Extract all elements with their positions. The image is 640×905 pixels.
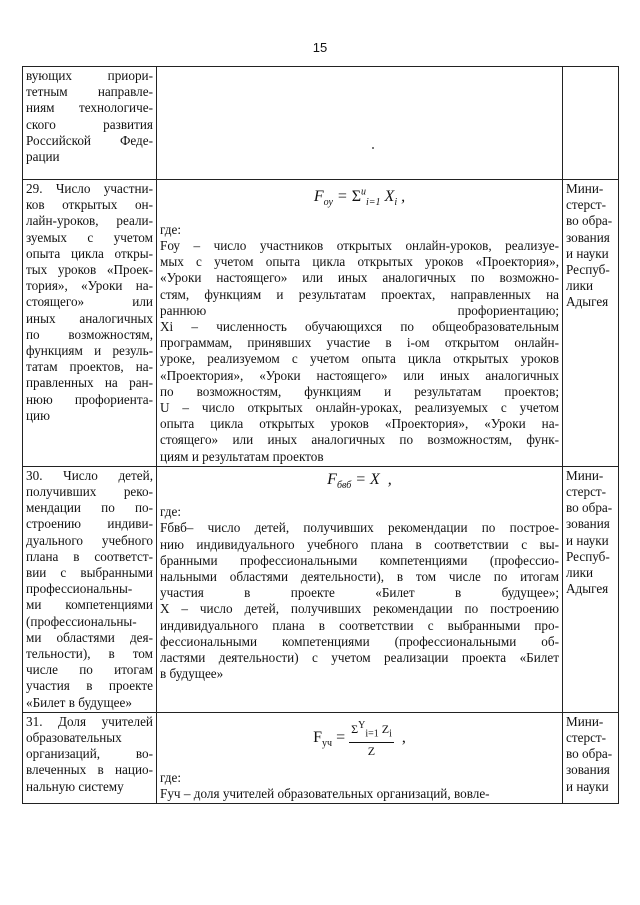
formula-cell <box>157 466 563 712</box>
formula-cell <box>157 180 563 467</box>
text-line: тельности), в том <box>26 646 153 661</box>
indicator-cell <box>23 180 157 467</box>
text-line: тетным направле- <box>26 84 153 100</box>
text-line: во обра- <box>566 746 613 762</box>
text-line: (профессиональны- <box>26 613 137 629</box>
table-row <box>23 67 619 180</box>
text-line: плана в соответст- <box>26 548 153 564</box>
text-line: зования <box>566 229 610 245</box>
text-line: профессиональны- <box>26 581 133 597</box>
text-line: раннюю профориентацию; <box>160 302 559 318</box>
text-line: правленных на ран- <box>26 375 153 391</box>
responsible-cell <box>563 67 619 180</box>
text-line: Fбвб– число детей, получивших рекомендации по построе- <box>160 520 559 536</box>
text-line: циям и результатам проектов <box>160 448 324 464</box>
page-number: 15 <box>312 40 328 55</box>
text-line: стоящего» или иных аналогичных по возможностям, функ- <box>160 432 559 448</box>
text-line: функциям и резуль- <box>26 343 153 359</box>
responsible-cell <box>563 180 619 467</box>
text-line: Адыгея <box>566 294 609 310</box>
text-line: «Билет в будущее» <box>26 694 132 710</box>
text-line: иных аналогичных <box>26 310 153 326</box>
indicator-cell <box>23 712 157 803</box>
text-line: в будущее» <box>160 666 224 682</box>
text-line: и науки <box>566 532 609 548</box>
text-line: участия в проекте <box>26 678 153 694</box>
text-line: по возможностям, <box>26 326 153 342</box>
text-line: мендации по по- <box>26 500 153 516</box>
text-line: ластями деятельности) с учетом реализации проекта «Билет <box>160 649 559 665</box>
text-line: и науки <box>566 245 609 261</box>
text-line: 30. Число детей, <box>26 467 153 483</box>
text-line: цию <box>26 407 50 423</box>
text-line: уроке, реализуемом с учетом опыта цикла открытых уроков <box>160 351 559 367</box>
responsible-cell <box>563 466 619 712</box>
text-line: 31. Доля учителей <box>26 713 153 729</box>
definition-text <box>160 504 559 682</box>
indicator-cell <box>23 466 157 712</box>
text-line: получивших реко- <box>26 483 153 499</box>
formula-cell <box>157 67 563 180</box>
indicator-text <box>26 714 153 795</box>
formula <box>160 718 559 760</box>
definition-text <box>160 770 559 802</box>
responsible-cell <box>563 712 619 803</box>
text-line: организаций, во- <box>26 746 153 762</box>
text-line: во обра- <box>566 213 613 229</box>
text-line: ского развития <box>26 116 153 132</box>
definition-text <box>160 222 559 465</box>
formula <box>160 472 559 494</box>
table-row <box>23 466 619 712</box>
text-line: где: <box>160 769 181 785</box>
text-line: нию индивидуального учебного плана в соответствии с вы- <box>160 536 559 552</box>
responsible-text <box>566 468 615 598</box>
text-line: нальными областями деятельности), в том числе по итогам <box>160 568 559 584</box>
text-line: где: <box>160 221 181 237</box>
text-line: вии с выбранными <box>26 564 153 580</box>
text-line: и науки <box>566 778 609 794</box>
formula-text: $F_{оу} = \Sigma^u_{i=1}$ $X_i$ , <box>313 187 406 209</box>
text-line: ниям технологиче- <box>26 100 153 116</box>
text-line: ми компетенциями <box>26 597 153 613</box>
text-line: «Уроки настоящего» или иных аналогичных по возможно- <box>160 270 559 286</box>
text-line: опыта цикла открытых уроков «Проектория», «Уроки на- <box>160 416 559 432</box>
text-line: Fуч – доля учителей образовательных организаций, вовле- <box>160 785 490 801</box>
text-line: ков открытых он- <box>26 197 153 213</box>
text-line: зования <box>566 516 610 532</box>
text-line: вующих приори- <box>26 68 153 83</box>
text-line: числе по итогам <box>26 662 153 678</box>
text-line: тых уроков «Проек- <box>26 262 153 278</box>
text-line: нальную систему <box>26 778 124 794</box>
table-row <box>23 180 619 467</box>
text-line: по возможностям, функциям и результатам проектов; <box>160 383 559 399</box>
text-line: стерст- <box>566 730 607 746</box>
text-line: ми областями дея- <box>26 629 153 645</box>
text-line: фессиональными компетенциями (профессиональными об- <box>160 633 559 649</box>
text-line: зуемых с учетом <box>26 229 153 245</box>
text-line: лайн-уроков, реали- <box>26 213 153 229</box>
text-line: образовательных <box>26 730 122 746</box>
formula <box>160 185 559 212</box>
text-line: Fоу – число участников открытых онлайн-уроков, реализуе- <box>160 237 559 253</box>
text-line: Адыгея <box>566 581 609 597</box>
text-line: «Проектория», «Уроки настоящего» или иных аналогичных <box>160 367 559 383</box>
formula-text: $F_{бвб} = X$ , <box>327 470 392 491</box>
text-line: Респуб- <box>566 548 610 564</box>
text-line: Мини- <box>566 467 604 483</box>
text-line: индивидуального плана в соответствии с выбранными про- <box>160 617 559 633</box>
text-line: Мини- <box>566 713 604 729</box>
text-line: во обра- <box>566 500 613 516</box>
text-line: 29. Число участни- <box>26 181 153 196</box>
text-line: стерст- <box>566 197 607 213</box>
indicator-table <box>22 66 619 804</box>
text-line: лики <box>566 278 594 294</box>
text-line: бранными профессиональными компетенциями (профессио- <box>160 552 559 568</box>
indicator-cell <box>23 67 157 180</box>
text-line: строению индиви- <box>26 516 153 532</box>
text-line: U – число открытых онлайн-уроках, реализуемых с учетом <box>160 399 559 415</box>
text-line: нюю профориента- <box>26 391 153 407</box>
text-line: программам, принявших участие в i-ом открытом онлайн- <box>160 335 559 351</box>
responsible-text <box>566 181 615 311</box>
text-line: мых с учетом опыта цикла открытых уроков «Проектория», <box>160 254 559 270</box>
indicator-text <box>26 468 153 711</box>
formula-cell <box>157 712 563 803</box>
text-line: лики <box>566 564 594 580</box>
formula-text: $F_{уч}$ = $\frac{\Sigma^Y_{i=1} Z_i}{Z}$ , <box>313 719 406 759</box>
text-line: стерст- <box>566 483 607 499</box>
text-line: участия в проекте «Билет в будущее»; <box>160 585 559 601</box>
text-line: стям, функциям и результатам проектах, направленных на <box>160 286 559 302</box>
text-line: опыта цикла откры- <box>26 245 153 261</box>
text-line: Xi – численность обучающихся по общеобразовательным <box>160 318 559 334</box>
text-line: X – число детей, получивших рекомендации по построению <box>160 601 559 617</box>
responsible-text <box>566 714 615 795</box>
text-line: стоящего» или <box>26 294 153 310</box>
text-line: Российской Феде- <box>26 132 153 148</box>
indicator-text <box>26 181 153 424</box>
text-line: влеченных в нацио- <box>26 762 153 778</box>
text-line: тория», «Уроки на- <box>26 278 153 294</box>
text-line: зования <box>566 762 610 778</box>
text-line: дуального учебного <box>26 532 153 548</box>
text-line: Респуб- <box>566 262 610 278</box>
text-line: татам проектов, на- <box>26 359 153 375</box>
text-line: рации <box>26 149 60 165</box>
indicator-text <box>26 68 153 165</box>
table-row <box>23 712 619 803</box>
text-line: Мини- <box>566 181 604 196</box>
text-line: где: <box>160 504 181 520</box>
